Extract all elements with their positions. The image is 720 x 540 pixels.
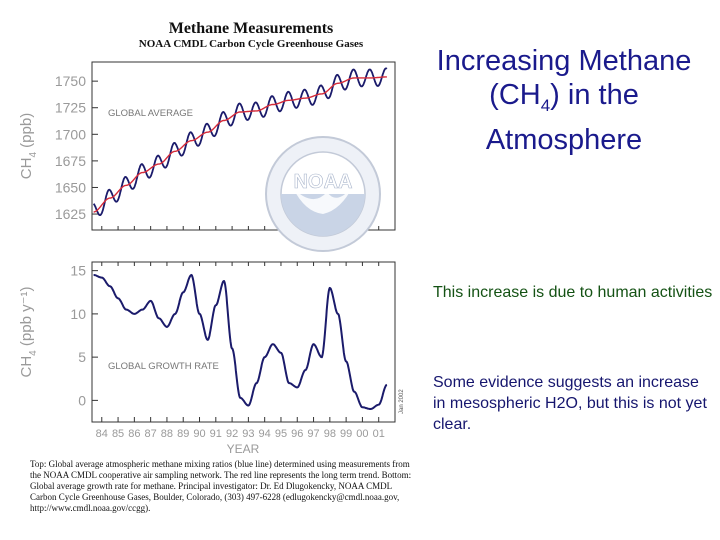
x-tick-label: 92 [225, 428, 239, 440]
x-tick-label: 90 [193, 428, 206, 440]
x-tick-label: 93 [242, 428, 255, 440]
figure-subtitle: NOAA CMDL Carbon Cycle Greenhouse Gases [138, 38, 364, 50]
y-axis-label: $CH_4$ (ppb) [18, 112, 39, 180]
x-tick-label: 86 [128, 428, 141, 440]
y-tick-label: 15 [70, 262, 86, 279]
heading-line-2-subscript: 4 [540, 95, 551, 115]
y-axis-label: $CH_4$ (ppb y⁻¹) [18, 286, 39, 378]
slide-heading [414, 44, 714, 157]
heading-line-1: Increasing Methane [436, 45, 692, 77]
x-tick-label: 84 [95, 428, 108, 440]
note-human-activities: This increase is due to human activities [433, 284, 713, 301]
heading-line-3: Atmosphere [485, 123, 643, 156]
x-tick-label: 91 [209, 428, 222, 440]
x-tick-label: 97 [307, 428, 320, 440]
x-tick-label: 89 [177, 428, 190, 440]
x-tick-label: 00 [356, 428, 369, 440]
x-tick-label: 95 [274, 428, 288, 440]
y-tick-label: 1650 [54, 179, 86, 196]
y-tick-label: 1675 [54, 152, 86, 169]
x-tick-label: 94 [258, 428, 271, 440]
figure-caption: Top: Global average atmospheric methane mixing ratios (blue line) determined using measurements from the NOAA CMDL cooperative air sampling network. The red line represents the long term trend. Bottom: Global average growth rate for methane. Principal investigator: Dr. Ed Dlugokencky, NOAA CMDL Carbon Cycle Greenhouse Gases, Boulder, Colorado, (303) 497-6228 (edlugokencky@cmdl.noaa.gov, http://www.cmdl.noaa.gov/ccgg). [30, 459, 412, 513]
noaa-logo-text: NOAA [293, 171, 353, 193]
x-tick-label: 99 [340, 428, 353, 440]
x-tick-label: 96 [291, 428, 304, 440]
note-mesospheric-h2o: Some evidence suggests an increase in mesospheric H2O, but this is not yet clear. [433, 374, 707, 433]
y-tick-label: 1700 [54, 126, 86, 143]
y-tick-label: 5 [78, 349, 86, 366]
x-tick-label: 88 [160, 428, 174, 440]
y-tick-label: 1750 [54, 73, 86, 90]
global-growth-rate-chart [18, 262, 405, 456]
y-tick-label: 1725 [54, 99, 86, 116]
annotation-global-average: GLOBAL AVERAGE [108, 108, 194, 119]
annotation-global-growth-rate: GLOBAL GROWTH RATE [108, 361, 219, 372]
series-growth-line [94, 275, 387, 409]
author-mark: Jan 2002 [399, 389, 405, 414]
heading-line-2-end: ) in the [550, 79, 639, 111]
x-axis-label: YEAR [226, 442, 260, 456]
y-tick-label: 10 [70, 305, 86, 322]
x-tick-label: 87 [144, 428, 157, 440]
noaa-logo [266, 137, 380, 251]
figure-title: Methane Measurements [168, 20, 334, 37]
y-tick-label: 1625 [54, 206, 86, 223]
x-tick-label: 85 [111, 428, 125, 440]
heading-line-2-start: (CH [489, 79, 541, 111]
x-tick-label: 01 [372, 428, 385, 440]
x-tick-label: 98 [323, 428, 336, 440]
plot-frame [92, 262, 395, 422]
y-tick-label: 0 [78, 392, 86, 409]
